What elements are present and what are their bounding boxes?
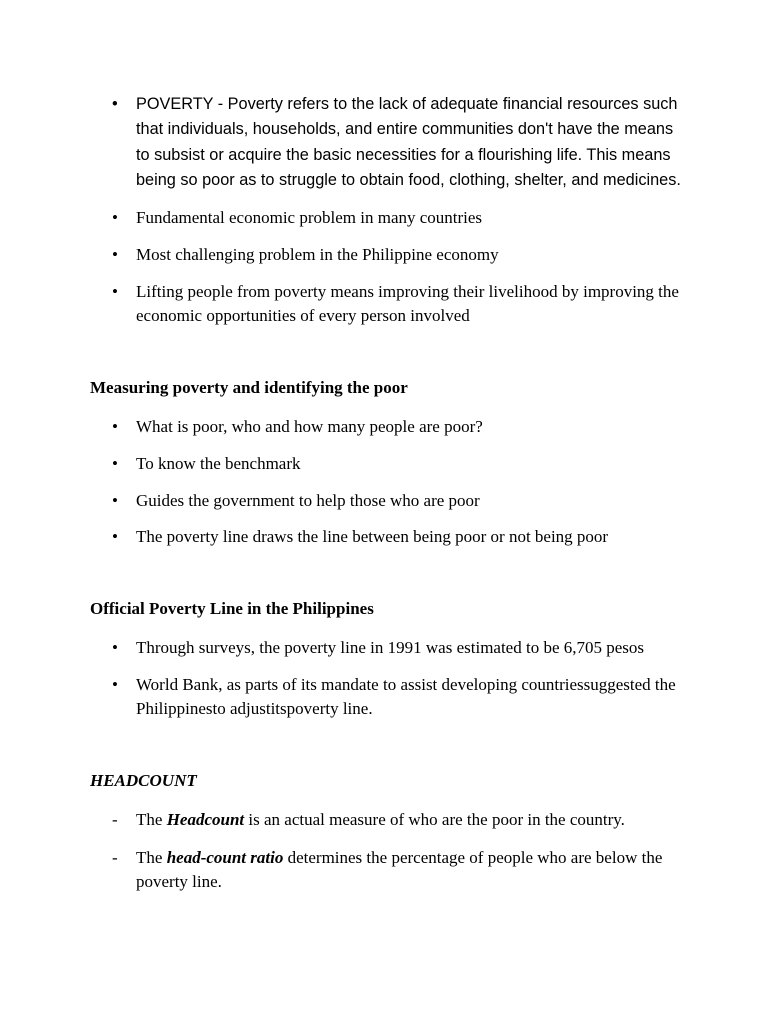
list-item-text: World Bank, as parts of its mandate to assist developing countriessuggested the Philippinesto adjustitspoverty line.	[136, 675, 676, 718]
bullet-marker: •	[112, 417, 118, 436]
text-suffix: is an actual measure of who are the poor in the country.	[244, 810, 625, 829]
bullet-marker: •	[112, 95, 118, 113]
section-heading: HEADCOUNT	[90, 771, 197, 790]
text-suffix: determines the percentage of people who are below the poverty line.	[136, 848, 663, 891]
list-item-text: Lifting people from poverty means improving their livelihood by improving the economic opportunities of every person involved	[136, 282, 679, 325]
section-heading: Measuring poverty and identifying the poor	[90, 378, 408, 397]
list-item-text: Through surveys, the poverty line in 1991 was estimated to be 6,705 pesos	[136, 638, 645, 657]
list-item-text: To know the benchmark	[136, 454, 301, 473]
text-prefix: The	[136, 810, 167, 829]
bullet-marker: •	[112, 675, 118, 694]
list-item-text: POVERTY - Poverty refers to the lack of adequate financial resources such that individuals, households, and entire communities don't have the means to subsist or acquire the basic necessities for a flourishing life. This means being so poor as to struggle to obtain food, clothing, shelter, and medicines.	[136, 95, 681, 190]
bullet-marker: •	[112, 491, 118, 510]
bullet-marker: •	[112, 527, 118, 546]
section-heading: Official Poverty Line in the Philippines	[90, 599, 374, 618]
bullet-marker: •	[112, 638, 118, 657]
list-item-text: Most challenging problem in the Philippine economy	[136, 245, 499, 264]
bullet-marker: •	[112, 208, 118, 227]
term-emphasis: head-count ratio	[166, 848, 284, 867]
list-item-text: Fundamental economic problem in many countries	[136, 208, 483, 227]
list-item-text: Guides the government to help those who are poor	[136, 491, 480, 510]
list-item-text: The poverty line draws the line between being poor or not being poor	[136, 527, 609, 546]
list-item-text	[136, 808, 682, 832]
list-item-text	[136, 846, 682, 894]
bullet-marker: •	[112, 454, 118, 473]
bullet-marker: •	[112, 245, 118, 264]
dash-marker: -	[112, 810, 118, 829]
term-emphasis: Headcount	[166, 810, 245, 829]
list-item-text: What is poor, who and how many people are poor?	[136, 417, 483, 436]
dash-marker: -	[112, 848, 118, 867]
text-prefix: The	[136, 848, 167, 867]
bullet-marker: •	[112, 282, 118, 301]
